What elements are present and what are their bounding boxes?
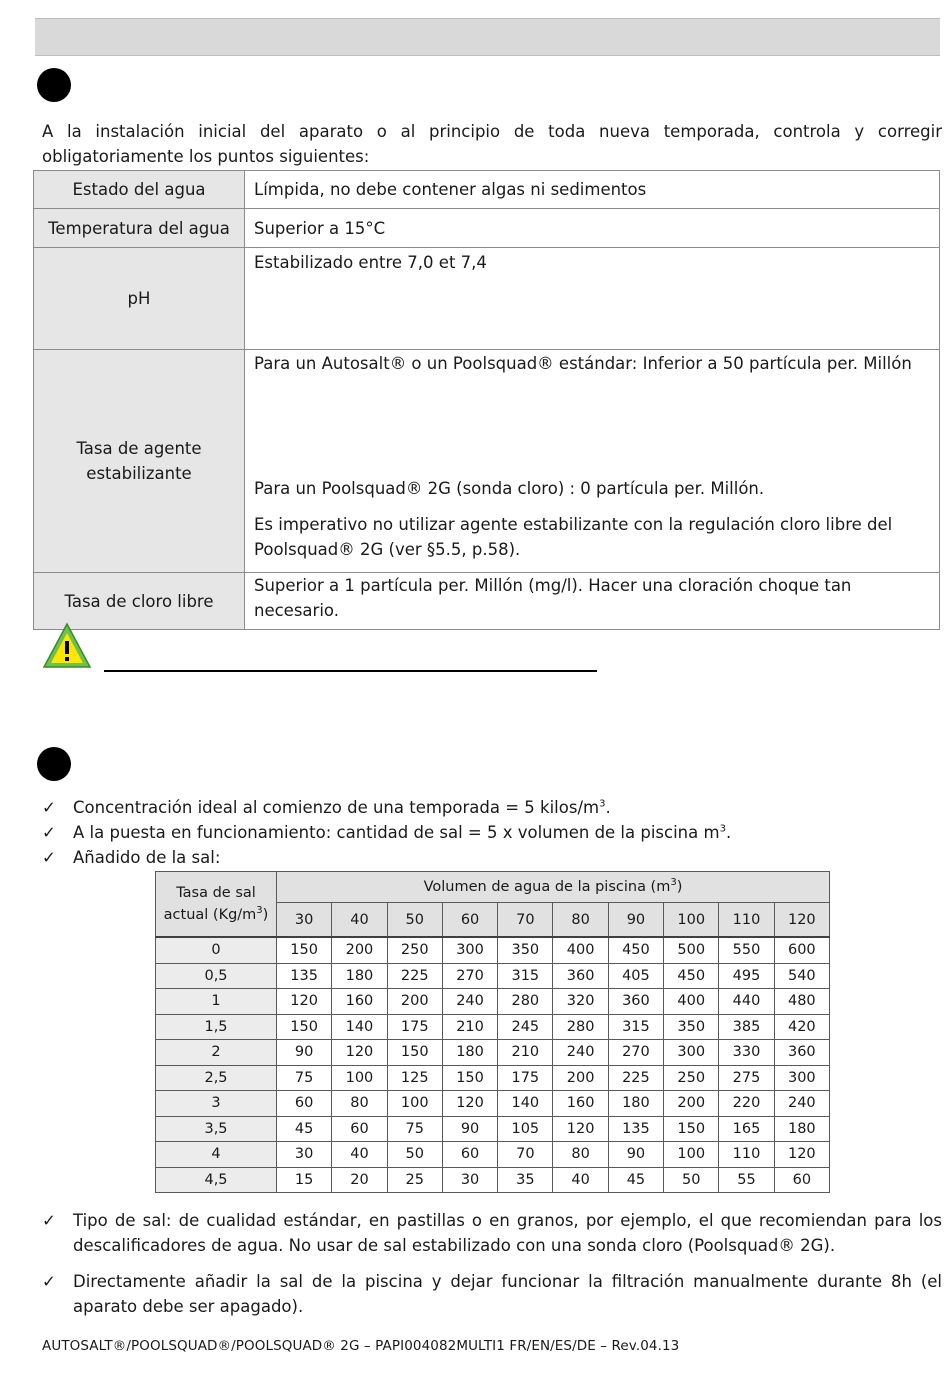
volume-cell: 30	[277, 903, 332, 938]
salt-amount-cell: 270	[442, 963, 497, 989]
salt-amount-cell: 30	[442, 1167, 497, 1193]
salt-amount-cell: 400	[553, 937, 608, 963]
salt-amount-cell: 330	[719, 1040, 774, 1066]
table-row	[156, 872, 830, 903]
salt-amount-cell: 385	[719, 1014, 774, 1040]
salt-amount-cell: 480	[774, 989, 829, 1015]
salt-amount-cell: 110	[719, 1142, 774, 1168]
salt-amount-cell: 240	[774, 1091, 829, 1117]
salt-amount-cell: 35	[498, 1167, 553, 1193]
salt-amount-cell: 210	[442, 1014, 497, 1040]
table-row	[34, 209, 940, 248]
volume-cell: 100	[664, 903, 719, 938]
salt-table-body	[156, 937, 830, 1193]
salt-amount-cell: 315	[608, 1014, 663, 1040]
salt-amount-cell: 250	[664, 1065, 719, 1091]
salt-amount-cell: 200	[332, 937, 387, 963]
rate-cell: 0	[156, 937, 277, 963]
table-row	[34, 573, 940, 630]
salt-amount-cell: 150	[277, 1014, 332, 1040]
salt-amount-cell: 140	[332, 1014, 387, 1040]
checklist-top	[42, 795, 942, 870]
salt-amount-cell: 350	[664, 1014, 719, 1040]
check-text-end: .	[605, 798, 611, 817]
volume-cell: 80	[553, 903, 608, 938]
table-row	[156, 989, 830, 1015]
salt-amount-cell: 75	[387, 1116, 442, 1142]
salt-amount-cell: 180	[608, 1091, 663, 1117]
check-item	[42, 820, 942, 845]
volume-cell: 110	[719, 903, 774, 938]
table-row	[156, 1167, 830, 1193]
rate-cell: 3,5	[156, 1116, 277, 1142]
salt-amount-cell: 100	[332, 1065, 387, 1091]
salt-amount-cell: 245	[498, 1014, 553, 1040]
req-label: Temperatura del agua	[34, 209, 245, 248]
salt-amount-cell: 300	[664, 1040, 719, 1066]
salt-amount-cell: 120	[774, 1142, 829, 1168]
salt-amount-cell: 420	[774, 1014, 829, 1040]
superscript: 3	[670, 877, 677, 889]
intro-text: A la instalación inicial del aparato o al principio de toda nueva temporada, controla y corregir obligatoriamente los puntos siguientes:	[42, 122, 942, 166]
rate-header	[156, 872, 277, 938]
salt-amount-cell: 75	[277, 1065, 332, 1091]
salt-amount-cell: 60	[774, 1167, 829, 1193]
volume-header-end: )	[676, 879, 683, 895]
req-value	[245, 573, 940, 630]
salt-amount-cell: 15	[277, 1167, 332, 1193]
rate-cell: 4,5	[156, 1167, 277, 1193]
salt-amount-cell: 400	[664, 989, 719, 1015]
salt-amount-cell: 405	[608, 963, 663, 989]
rate-cell: 3	[156, 1091, 277, 1117]
req-value-text: Superior a 1 partícula per. Millón (mg/l). Hacer una cloración choque tan necesario.	[254, 576, 852, 620]
req-value-text: Estabilizado entre 7,0 et 7,4	[254, 253, 487, 272]
check-text: A la puesta en funcionamiento: cantidad de sal = 5 x volumen de la piscina m	[73, 823, 720, 842]
salt-amount-cell: 360	[553, 963, 608, 989]
volume-cell: 90	[608, 903, 663, 938]
warning-underline	[104, 670, 597, 672]
salt-amount-cell: 55	[719, 1167, 774, 1193]
salt-amount-cell: 160	[553, 1091, 608, 1117]
salt-amount-cell: 450	[664, 963, 719, 989]
volume-header-text: Volumen de agua de la piscina (m	[423, 879, 671, 895]
salt-amount-cell: 250	[387, 937, 442, 963]
salt-amount-cell: 360	[774, 1040, 829, 1066]
req-value-text: Para un Poolsquad® 2G (sonda cloro) : 0 partícula per. Millón.	[254, 479, 765, 498]
check-text: Añadido de la sal:	[73, 848, 221, 867]
salt-amount-cell: 135	[608, 1116, 663, 1142]
salt-amount-cell: 300	[442, 937, 497, 963]
salt-amount-cell: 200	[664, 1091, 719, 1117]
salt-amount-cell: 600	[774, 937, 829, 963]
section-bullet-1	[37, 68, 71, 102]
req-label	[34, 350, 245, 573]
salt-amount-cell: 275	[719, 1065, 774, 1091]
rate-header-end: )	[262, 907, 269, 923]
salt-amount-cell: 150	[442, 1065, 497, 1091]
salt-amount-cell: 80	[553, 1142, 608, 1168]
req-value	[245, 350, 940, 573]
table-row	[34, 171, 940, 209]
table-row	[156, 1142, 830, 1168]
req-label-text: Tasa de agente estabilizante	[76, 439, 202, 483]
salt-amount-cell: 225	[608, 1065, 663, 1091]
section-bullet-2	[37, 747, 71, 781]
salt-amount-cell: 270	[608, 1040, 663, 1066]
superscript: 3	[719, 823, 726, 835]
check-mark-icon: ✓	[42, 1272, 56, 1291]
salt-amount-cell: 495	[719, 963, 774, 989]
salt-amount-cell: 100	[664, 1142, 719, 1168]
volume-header	[277, 872, 830, 903]
table-row	[156, 1065, 830, 1091]
salt-amount-cell: 120	[332, 1040, 387, 1066]
salt-amount-cell: 360	[608, 989, 663, 1015]
salt-amount-cell: 240	[553, 1040, 608, 1066]
table-row	[156, 937, 830, 963]
salt-amount-cell: 500	[664, 937, 719, 963]
rate-cell: 0,5	[156, 963, 277, 989]
table-row	[34, 248, 940, 350]
salt-amount-cell: 120	[553, 1116, 608, 1142]
check-text: Directamente añadir la sal de la piscina y dejar funcionar la filtración manualmente durante 8h (el aparato debe ser apagado).	[73, 1272, 942, 1316]
salt-amount-cell: 150	[664, 1116, 719, 1142]
salt-amount-cell: 70	[498, 1142, 553, 1168]
rate-cell: 1	[156, 989, 277, 1015]
section-header-bar	[35, 18, 940, 56]
volume-cell: 50	[387, 903, 442, 938]
req-value-text: Para un Autosalt® o un Poolsquad® estándar: Inferior a 50 partícula per. Millón	[254, 354, 912, 373]
check-item	[42, 845, 942, 870]
salt-amount-cell: 90	[442, 1116, 497, 1142]
salt-amount-cell: 280	[553, 1014, 608, 1040]
salt-amount-cell: 20	[332, 1167, 387, 1193]
table-row	[156, 1014, 830, 1040]
volume-cell: 40	[332, 903, 387, 938]
salt-amount-cell: 175	[498, 1065, 553, 1091]
check-text: Concentración ideal al comienzo de una temporada = 5 kilos/m	[73, 798, 600, 817]
salt-amount-cell: 25	[387, 1167, 442, 1193]
table-row	[156, 963, 830, 989]
salt-amount-cell: 180	[774, 1116, 829, 1142]
salt-amount-cell: 120	[442, 1091, 497, 1117]
salt-amount-cell: 315	[498, 963, 553, 989]
salt-amount-cell: 140	[498, 1091, 553, 1117]
salt-amount-cell: 60	[442, 1142, 497, 1168]
req-value-text: Límpida, no debe contener algas ni sedimentos	[254, 180, 647, 199]
salt-amount-cell: 210	[498, 1040, 553, 1066]
salt-amount-cell: 280	[498, 989, 553, 1015]
salt-amount-cell: 90	[277, 1040, 332, 1066]
rate-cell: 1,5	[156, 1014, 277, 1040]
salt-amount-cell: 50	[664, 1167, 719, 1193]
salt-amount-cell: 100	[387, 1091, 442, 1117]
salt-amount-cell: 60	[277, 1091, 332, 1117]
salt-amount-cell: 350	[498, 937, 553, 963]
table-row	[156, 1116, 830, 1142]
salt-amount-cell: 165	[719, 1116, 774, 1142]
check-mark-icon: ✓	[42, 848, 56, 867]
salt-amount-cell: 45	[277, 1116, 332, 1142]
req-label: Tasa de cloro libre	[34, 573, 245, 630]
salt-amount-cell: 40	[332, 1142, 387, 1168]
salt-table	[155, 871, 830, 1193]
salt-amount-cell: 30	[277, 1142, 332, 1168]
salt-amount-cell: 80	[332, 1091, 387, 1117]
salt-amount-cell: 180	[332, 963, 387, 989]
salt-amount-cell: 175	[387, 1014, 442, 1040]
req-value	[245, 248, 940, 350]
table-row	[34, 350, 940, 573]
salt-amount-cell: 105	[498, 1116, 553, 1142]
volume-cell: 120	[774, 903, 829, 938]
salt-amount-cell: 160	[332, 989, 387, 1015]
salt-amount-cell: 240	[442, 989, 497, 1015]
salt-amount-cell: 450	[608, 937, 663, 963]
salt-amount-cell: 220	[719, 1091, 774, 1117]
salt-amount-cell: 225	[387, 963, 442, 989]
warning-triangle-icon	[42, 622, 92, 670]
check-item	[42, 1269, 942, 1319]
rate-header-text: Tasa de sal actual (Kg/m	[163, 885, 257, 923]
salt-amount-cell: 50	[387, 1142, 442, 1168]
salt-amount-cell: 200	[387, 989, 442, 1015]
req-value-text: Es imperativo no utilizar agente estabilizante con la regulación cloro libre del Poolsquad® 2G (ver §5.5, p.58).	[254, 515, 893, 559]
rate-cell: 2	[156, 1040, 277, 1066]
salt-amount-cell: 550	[719, 937, 774, 963]
check-item	[42, 795, 942, 820]
volume-cell: 60	[442, 903, 497, 938]
salt-amount-cell: 440	[719, 989, 774, 1015]
salt-amount-cell: 150	[277, 937, 332, 963]
table-row	[156, 1040, 830, 1066]
salt-amount-cell: 180	[442, 1040, 497, 1066]
req-label: Estado del agua	[34, 171, 245, 209]
table-row	[156, 1091, 830, 1117]
salt-amount-cell: 90	[608, 1142, 663, 1168]
rate-cell: 2,5	[156, 1065, 277, 1091]
superscript: 3	[599, 798, 606, 810]
volume-cell: 70	[498, 903, 553, 938]
page-footer: AUTOSALT®/POOLSQUAD®/POOLSQUAD® 2G – PAPI004082MULTI1 FR/EN/ES/DE – Rev.04.13	[42, 1338, 680, 1354]
salt-amount-cell: 125	[387, 1065, 442, 1091]
superscript: 3	[256, 905, 263, 917]
salt-amount-cell: 120	[277, 989, 332, 1015]
salt-amount-cell: 200	[553, 1065, 608, 1091]
check-mark-icon: ✓	[42, 798, 56, 817]
check-item	[42, 1208, 942, 1258]
check-mark-icon: ✓	[42, 823, 56, 842]
rate-cell: 4	[156, 1142, 277, 1168]
salt-amount-cell: 540	[774, 963, 829, 989]
requirements-table	[33, 170, 940, 630]
checklist-bottom	[42, 1208, 942, 1319]
req-value	[245, 209, 940, 248]
req-value-text: Superior a 15°C	[254, 219, 386, 238]
req-value	[245, 171, 940, 209]
check-text-end: .	[725, 823, 732, 842]
check-text: Tipo de sal: de cualidad estándar, en pastillas o en granos, por ejemplo, el que recomiendan para los descalificadores de agua. No usar de sal estabilizado con una sonda cloro (Poolsquad® 2G).	[73, 1211, 942, 1255]
salt-amount-cell: 60	[332, 1116, 387, 1142]
salt-amount-cell: 300	[774, 1065, 829, 1091]
salt-amount-cell: 150	[387, 1040, 442, 1066]
salt-amount-cell: 45	[608, 1167, 663, 1193]
check-mark-icon: ✓	[42, 1211, 56, 1230]
salt-amount-cell: 320	[553, 989, 608, 1015]
req-label: pH	[34, 248, 245, 350]
salt-amount-cell: 40	[553, 1167, 608, 1193]
salt-amount-cell: 135	[277, 963, 332, 989]
